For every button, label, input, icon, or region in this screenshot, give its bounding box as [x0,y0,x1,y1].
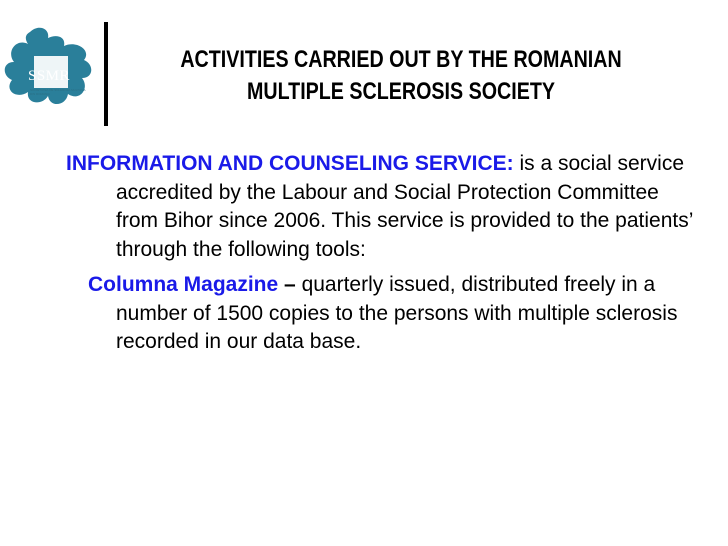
slide-body [66,150,706,357]
logo-text: SSMR [28,68,71,84]
magazine-heading: Columna Magazine [88,273,279,296]
magazine-paragraph [66,271,706,357]
vertical-divider [104,22,108,126]
service-text: is a social service accredited by the Labour and Social Protection Committee from Bihor since 2006. This service is provided to the patients’ through the following tools: [116,152,693,261]
logo-subtext: SOCIETATEA DE SCLEROZA MULTIPLA DIN ROMANIA [30,88,86,96]
service-paragraph [66,150,706,264]
service-heading: INFORMATION AND COUNSELING SERVICE: [66,152,514,175]
title-line-2: MULTIPLE SCLEROSIS SOCIETY [247,78,555,105]
ssmr-logo [4,26,94,108]
magazine-text: quarterly issued, distributed freely in a number of 1500 copies to the persons with multiple sclerosis recorded in our data base. [116,273,678,353]
title-line-1: ACTIVITIES CARRIED OUT BY THE ROMANIAN [180,46,622,73]
slide-title [171,44,632,108]
magazine-dash: – [278,273,302,296]
